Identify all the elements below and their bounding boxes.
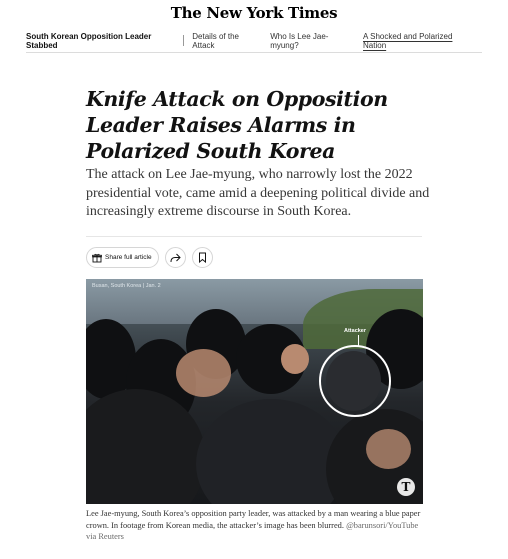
bookmark-icon xyxy=(198,252,207,263)
article-summary: The attack on Lee Jae-myung, who narrowly lost the 2022 presidential vote, came amid a deepening political divide and increasingly extreme discourse in South Korea. xyxy=(86,167,430,219)
masthead xyxy=(0,0,508,26)
subnav-divider xyxy=(183,35,184,46)
share-button[interactable] xyxy=(165,247,186,268)
photo-face xyxy=(281,344,309,374)
photo-location-tag: Busan, South Korea | Jan. 2 xyxy=(92,283,161,289)
lead-photo[interactable] xyxy=(86,279,423,504)
nyt-logo[interactable]: The New York Times xyxy=(170,4,338,22)
article-headline: Knife Attack on Opposition Leader Raises Alarms in Polarized South Korea xyxy=(86,87,388,163)
share-toolbar xyxy=(86,236,422,274)
attacker-highlight-circle xyxy=(319,345,391,417)
photo-caption-text: Lee Jae-myung, South Korea’s opposition party leader, was attacked by a man wearing a blue paper crown. In footage from Korean media, the attacker’s image has been blurred. xyxy=(86,509,421,530)
photo-hand xyxy=(176,349,231,397)
share-full-article-label: Share full article xyxy=(105,254,152,261)
nyt-t-logo-icon: T xyxy=(397,478,415,496)
share-full-article-button[interactable] xyxy=(86,247,159,268)
photo-caption xyxy=(86,508,424,543)
share-arrow-icon xyxy=(170,253,181,263)
gift-icon xyxy=(92,253,102,263)
subnav-link-who-is[interactable]: Who Is Lee Jae-myung? xyxy=(270,31,329,50)
subnav-section-title[interactable]: South Korean Opposition Leader Stabbed xyxy=(26,31,152,50)
photo-hand xyxy=(366,429,411,469)
attacker-annotation-label: Attacker xyxy=(344,328,367,334)
bookmark-button[interactable] xyxy=(192,247,213,268)
story-subnav xyxy=(26,29,482,53)
photo-credit: @barunsori/YouTube via Reuters xyxy=(86,520,419,541)
subnav-link-polarized-nation[interactable]: A Shocked and Polarized Nation xyxy=(363,31,453,50)
photo-crowd-figure xyxy=(196,399,346,504)
subnav-link-details[interactable]: Details of the Attack xyxy=(192,31,239,50)
